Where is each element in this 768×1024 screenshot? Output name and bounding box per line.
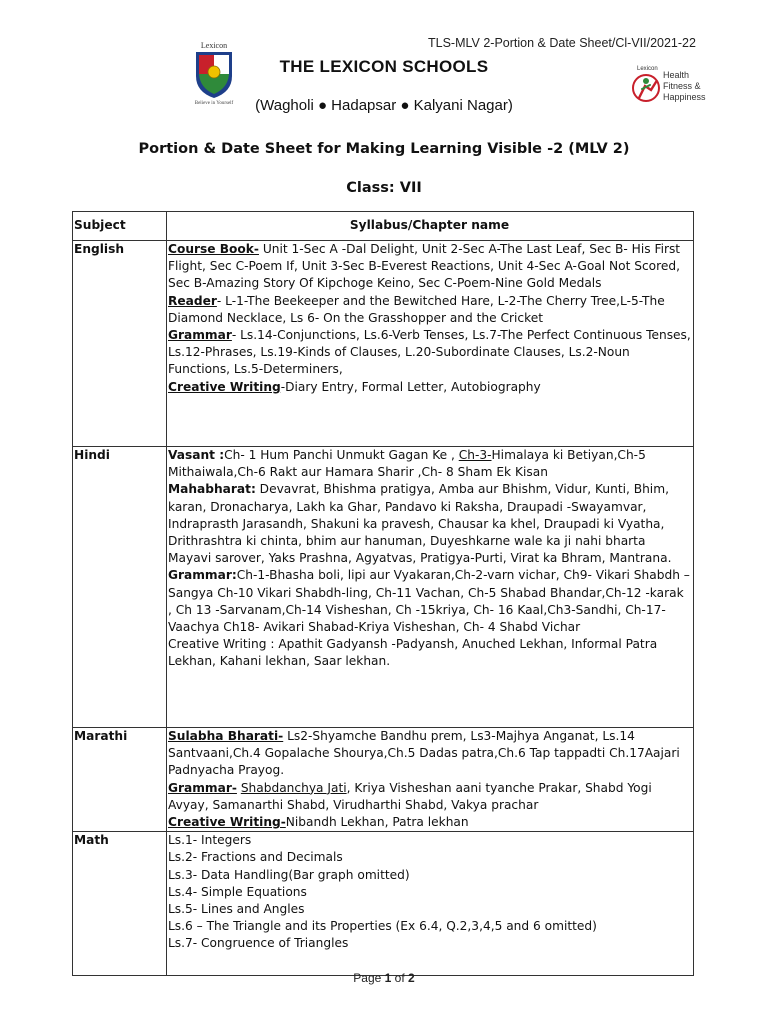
health-logo-brand: Lexicon <box>637 66 658 72</box>
subject-hindi: Hindi <box>73 447 167 728</box>
page-number: 1 <box>384 971 392 985</box>
hindi-vasant-text-1: Ch- 1 Hum Panchi Unmukt Gagan Ke , <box>224 448 459 462</box>
health-logo-line-2: Fitness & <box>663 81 701 91</box>
math-lesson: Ls.2- Fractions and Decimals <box>168 850 343 865</box>
document-reference: TLS-MLV 2-Portion & Date Sheet/Cl-VII/2021-22 <box>428 36 696 50</box>
subject-english: English <box>73 241 167 447</box>
page-footer <box>0 971 768 985</box>
marathi-writing-label: Creative Writing- <box>168 815 286 830</box>
english-reader-text: - L-1-The Beekeeper and the Bewitched Hare, L-2-The Cherry Tree,L-5-The Diamond Necklace, Ls 6- On the Grasshopper and the Cricket <box>168 293 665 325</box>
marathi-sulabha-text: Ls2-Shyamche Bandhu prem, Ls3-Majhya Anganat, Ls.14 Santvaani,Ch.4 Gopalache Shourya,Ch.5 Dadas patra,Ch.6 Tap tappadti Ch.17Aajari Padnyacha Prayog. <box>168 729 680 778</box>
hindi-mahabharat-label: Mahabharat: <box>168 482 256 497</box>
marathi-grammar-underlined: Shabdanchya Jati <box>240 780 347 795</box>
document-title: Portion & Date Sheet for Making Learning Visible -2 (MLV 2) <box>138 141 630 157</box>
syllabus-column-header: Syllabus/Chapter name <box>167 212 694 241</box>
school-logo-text: Lexicon <box>200 41 228 50</box>
hindi-vasant-label: Vasant : <box>168 448 225 462</box>
english-grammar-label: Grammar <box>168 328 232 343</box>
table-header-row <box>73 212 694 241</box>
syllabus-hindi <box>167 447 694 728</box>
math-lesson: Ls.1- Integers <box>168 833 252 848</box>
table-row-english <box>73 241 694 447</box>
math-lesson: Ls.7- Congruence of Triangles <box>168 936 349 951</box>
hindi-vasant-text-2: Himalaya ki Betiyan,Ch-5 Mithaiwala,Ch-6 Rakt aur Hamara Sharir ,Ch- 8 Sham Ek Kisan <box>168 448 646 480</box>
page-total: 2 <box>408 971 415 985</box>
hindi-writing-text: Creative Writing : Apathit Gadyansh -Padyansh, Anuched Lekhan, Informal Patra Lekhan, Kahani lekhan, Saar lekhan. <box>168 637 658 669</box>
branch-locations: (Wagholi ● Hadapsar ● Kalyani Nagar) <box>255 97 513 114</box>
health-logo-line-1: Health <box>663 70 690 80</box>
hindi-vasant-ch3: Ch-3- <box>458 448 492 462</box>
marathi-grammar-text: , Kriya Visheshan aani tyanche Prakar, Shabd Yogi Avyay, Samanarthi Shabd, Virudharthi Shabd, Vakya prachar <box>168 780 652 812</box>
english-writing-text: -Diary Entry, Formal Letter, Autobiography <box>280 379 541 394</box>
english-course-label: Course Book- <box>168 242 259 256</box>
school-name: THE LEXICON SCHOOLS <box>279 57 489 76</box>
hindi-grammar-label: Grammar: <box>168 568 237 583</box>
subject-column-header: Subject <box>73 212 167 241</box>
subject-math: Math <box>73 832 167 976</box>
table-row-marathi <box>73 728 694 832</box>
health-logo-line-3: Happiness <box>663 92 706 102</box>
english-writing-label: Creative Writing <box>168 379 281 394</box>
syllabus-english <box>167 241 694 447</box>
math-lesson: Ls.4- Simple Equations <box>168 884 307 899</box>
math-lesson: Ls.6 – The Triangle and its Properties (Ex 6.4, Q.2,3,4,5 and 6 omitted) <box>168 919 597 934</box>
math-lesson: Ls.3- Data Handling(Bar graph omitted) <box>168 867 410 882</box>
of-word: of <box>394 971 405 985</box>
marathi-grammar-label: Grammar- <box>168 780 237 795</box>
marathi-sulabha-label: Sulabha Bharati- <box>168 729 284 743</box>
school-logo-motto: Believe in Yourself <box>194 101 234 106</box>
hindi-grammar-text: Ch-1-Bhasha boli, lipi aur Vyakaran,Ch-2-varn vichar, Ch9- Vikari Shabdh – Sangya Ch-10 Vikari Shabdh-ling, Ch-11 Vachan, Ch-5 Shabad Bhandar,Ch-12 -karak , Ch 13 -Sarvanam,Ch-14 Visheshan, Ch -15kriya, Ch- 16 Kaal,Ch3-Sandhi, Ch-17- Vaachya Ch18- Avikari Shabad-Kriya Visheshan, Ch- 4 Shabd Vichar <box>168 568 690 635</box>
table-row-math <box>73 832 694 976</box>
english-course-text: Unit 1-Sec A -Dal Delight, Unit 2-Sec A-The Last Leaf, Sec B- His First Flight, Sec C-Poem If, Unit 3-Sec B-Everest Reactions, Unit 4-Sec A-Goal Not Scored, Sec B-Amazing Story Of Kipchoge Keino, Sec C-Poem-Nine Gold Medals <box>168 242 681 291</box>
english-reader-label: Reader <box>168 293 217 308</box>
table-row-hindi <box>73 447 694 728</box>
english-grammar-text: - Ls.14-Conjunctions, Ls.6-Verb Tenses, Ls.7-The Perfect Continuous Tenses, Ls.12-Phrases, Ls.19-Kinds of Clauses, L.20-Subordinate Clauses, Ls.2-Noun Functions, Ls.5-Determiners, <box>168 328 691 377</box>
subject-marathi: Marathi <box>73 728 167 832</box>
syllabus-math <box>167 832 694 976</box>
class-label: Class: VII <box>346 180 422 196</box>
syllabus-marathi <box>167 728 694 832</box>
marathi-writing-text: Nibandh Lekhan, Patra lekhan <box>285 815 469 830</box>
hindi-mahabharat-text: Devavrat, Bhishma pratigya, Amba aur Bhishm, Vidur, Kunti, Bhim, karan, Dronacharya, Lakh ka Ghar, Pandavo ki Raksha, Draupadi -Swayamvar, Indraprasth Jarasandh, Shakuni ka pravesh, Chausar ka khel, Draupadi ki Vyatha, Drithrashtra ki chinta, bhim aur hanuman, Duyeshkarne wale ka ji nahi bharta Mayavi sarover, Yaks Prashna, Agyatvas, Pratigya-Purti, Virat ka Bhram, Mantrana. <box>168 482 672 566</box>
syllabus-table <box>72 211 694 976</box>
page-word: Page <box>353 971 382 985</box>
math-lesson: Ls.5- Lines and Angles <box>168 902 305 917</box>
